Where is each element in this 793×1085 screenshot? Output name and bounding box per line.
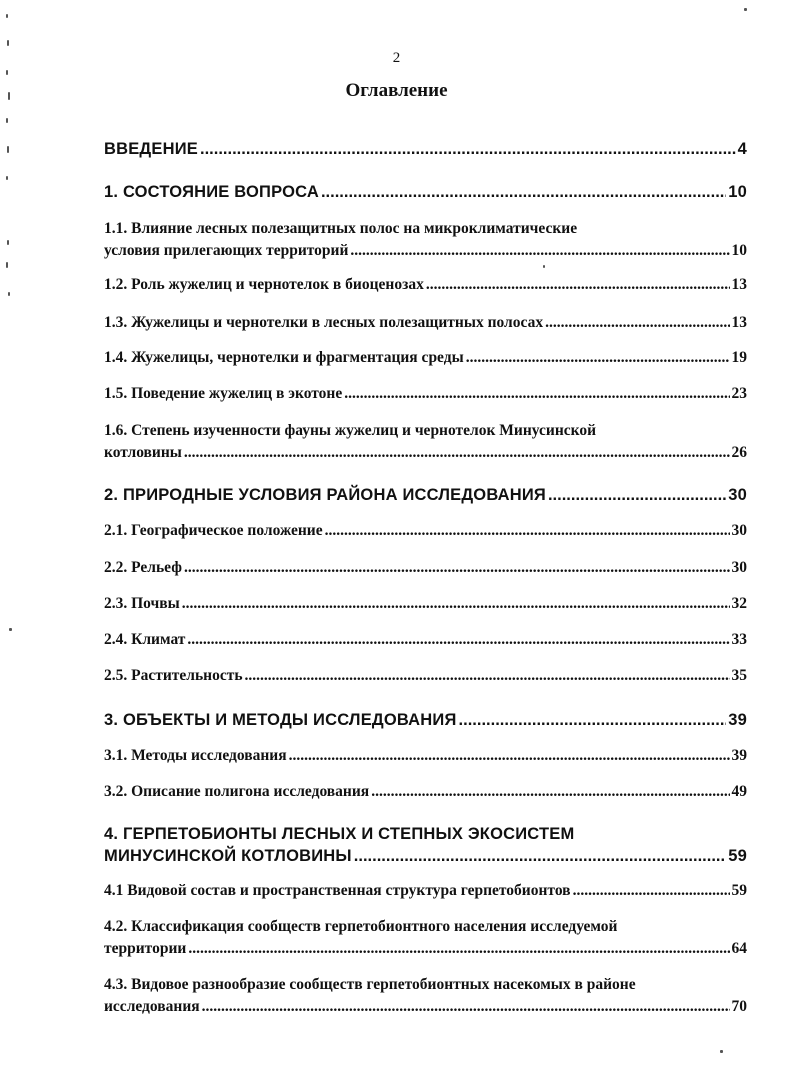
leader-dots — [245, 665, 730, 687]
toc-entry-title: 3.1. Методы исследования — [104, 747, 287, 764]
toc-entry-page: 23 — [731, 385, 747, 402]
toc-entry-3-2 — [104, 781, 747, 803]
toc-entry-2-2 — [104, 557, 747, 579]
toc-entry-2-3 — [104, 593, 747, 615]
toc-entry-title: 3. ОБЪЕКТЫ И МЕТОДЫ ИССЛЕДОВАНИЯ — [104, 711, 457, 729]
toc-entry-title: 3.2. Описание полигона исследования — [104, 783, 370, 800]
toc-entry-page: 39 — [728, 711, 747, 729]
leader-dots — [184, 442, 730, 464]
leader-dots — [459, 709, 727, 731]
toc-entry-title: 2.2. Рельеф — [104, 559, 182, 576]
leader-dots — [200, 138, 736, 160]
scan-speck — [6, 70, 8, 75]
toc-entry-title: котловины — [104, 444, 182, 461]
toc-entry-chapter-2 — [104, 484, 747, 506]
toc-entry-title-line1: 4.3. Видовое разнообразие сообществ герпетобионтных насекомых в районе — [104, 976, 636, 993]
leader-dots — [426, 274, 730, 296]
toc-entry-page: 30 — [728, 486, 747, 504]
leader-dots — [466, 347, 730, 369]
toc-entry-title: МИНУСИНСКОЙ КОТЛОВИНЫ — [104, 847, 352, 865]
leader-dots — [202, 996, 730, 1018]
toc-entry-2-5 — [104, 665, 747, 687]
page-title: Оглавление — [345, 80, 448, 101]
toc-entry-3-1 — [104, 745, 747, 767]
toc-entry-2-1 — [104, 520, 747, 542]
toc-entry-page: 59 — [731, 882, 747, 899]
toc-entry-chapter-1 — [104, 181, 747, 203]
toc-entry-1-2 — [104, 274, 747, 296]
toc-entry-page: 30 — [731, 559, 747, 576]
leader-dots — [187, 629, 729, 651]
toc-entry-2-4 — [104, 629, 747, 651]
toc-entry-page: 59 — [728, 847, 747, 865]
leader-dots — [350, 240, 729, 262]
toc-entry-page: 32 — [731, 595, 747, 612]
toc-entry-page: 13 — [731, 276, 747, 293]
toc-entry-title: 2.5. Растительность — [104, 667, 243, 684]
toc-entry-page: 13 — [731, 314, 747, 331]
toc-entry-title: 2.3. Почвы — [104, 595, 180, 612]
scan-speck — [6, 14, 8, 18]
toc-entry-title: ВВЕДЕНИЕ — [104, 140, 198, 158]
leader-dots — [182, 593, 730, 615]
toc-entry-title: 2.4. Климат — [104, 631, 186, 648]
scan-speck — [744, 8, 747, 11]
scan-speck — [7, 40, 9, 46]
leader-dots — [545, 312, 729, 334]
leader-dots — [325, 520, 730, 542]
toc-entry-title: 1.5. Поведение жужелиц в экотоне — [104, 385, 343, 402]
toc-entry-1-5 — [104, 383, 747, 405]
toc-entry-4-3 — [104, 974, 747, 1018]
toc-entry-page: 10 — [731, 242, 747, 259]
toc-entry-title-line1: 1.1. Влияние лесных полезащитных полос на микроклиматические — [104, 220, 578, 237]
toc-entry-page: 64 — [731, 940, 747, 957]
toc-entry-page: 19 — [731, 349, 747, 366]
toc-entry-1-4 — [104, 347, 747, 369]
toc-entry-page: 70 — [731, 998, 747, 1015]
toc-entry-title: 1.2. Роль жужелиц и чернотелок в биоценозах — [104, 276, 424, 293]
toc-entry-title: 1. СОСТОЯНИЕ ВОПРОСА — [104, 183, 319, 201]
leader-dots — [344, 383, 729, 405]
toc-entry-title-line1: 4. ГЕРПЕТОБИОНТЫ ЛЕСНЫХ И СТЕПНЫХ ЭКОСИСТЕМ — [104, 825, 575, 843]
toc-entry-title: 1.3. Жужелицы и чернотелки в лесных полезащитных полосах — [104, 314, 544, 331]
leader-dots — [289, 745, 730, 767]
leader-dots — [548, 484, 726, 506]
toc-entry-1-1 — [104, 218, 747, 262]
scan-speck — [6, 262, 8, 268]
toc-entry-1-3 — [104, 312, 747, 334]
leader-dots — [371, 781, 729, 803]
toc-entry-title: 2. ПРИРОДНЫЕ УСЛОВИЯ РАЙОНА ИССЛЕДОВАНИЯ — [104, 486, 546, 504]
toc-entry-title: 2.1. Географическое положение — [104, 522, 323, 539]
toc-entry-title-line1: 1.6. Степень изученности фауны жужелиц и чернотелок Минусинской — [104, 422, 597, 439]
scan-speck — [720, 1050, 723, 1053]
page-number: 2 — [392, 50, 401, 66]
toc-entry-page: 26 — [731, 444, 747, 461]
toc-entry-page: 35 — [731, 667, 747, 684]
toc-entry-title: условия прилегающих территорий — [104, 242, 349, 259]
scan-speck — [8, 92, 10, 100]
scan-speck — [8, 292, 10, 296]
leader-dots — [354, 845, 726, 867]
scan-speck — [6, 176, 8, 180]
toc-entry-title: территории — [104, 940, 187, 957]
scan-speck — [6, 118, 8, 123]
toc-entry-title: 4.1 Видовой состав и пространственная структура герпетобионтов — [104, 882, 571, 899]
toc-entry-introduction — [104, 138, 747, 160]
scan-speck — [9, 628, 12, 631]
leader-dots — [573, 880, 730, 902]
toc-entry-page: 33 — [731, 631, 747, 648]
toc-entry-page: 10 — [728, 183, 747, 201]
leader-dots — [184, 557, 730, 579]
toc-entry-page: 30 — [731, 522, 747, 539]
toc-entry-page: 39 — [731, 747, 747, 764]
toc-entry-4-2 — [104, 916, 747, 960]
toc-entry-4-1 — [104, 880, 747, 902]
toc-entry-page: 49 — [731, 783, 747, 800]
toc-entry-chapter-4 — [104, 823, 747, 867]
leader-dots — [188, 938, 729, 960]
leader-dots — [321, 181, 726, 203]
scan-speck — [543, 265, 545, 268]
scan-speck — [7, 240, 9, 245]
toc-entry-title-line1: 4.2. Классификация сообществ герпетобионтного населения исследуемой — [104, 918, 618, 935]
toc-entry-page: 4 — [737, 140, 747, 158]
toc-entry-title: 1.4. Жужелицы, чернотелки и фрагментация среды — [104, 349, 464, 366]
toc-entry-1-6 — [104, 420, 747, 464]
toc-entry-chapter-3 — [104, 709, 747, 731]
toc-entry-title: исследования — [104, 998, 200, 1015]
scan-speck — [7, 146, 9, 153]
